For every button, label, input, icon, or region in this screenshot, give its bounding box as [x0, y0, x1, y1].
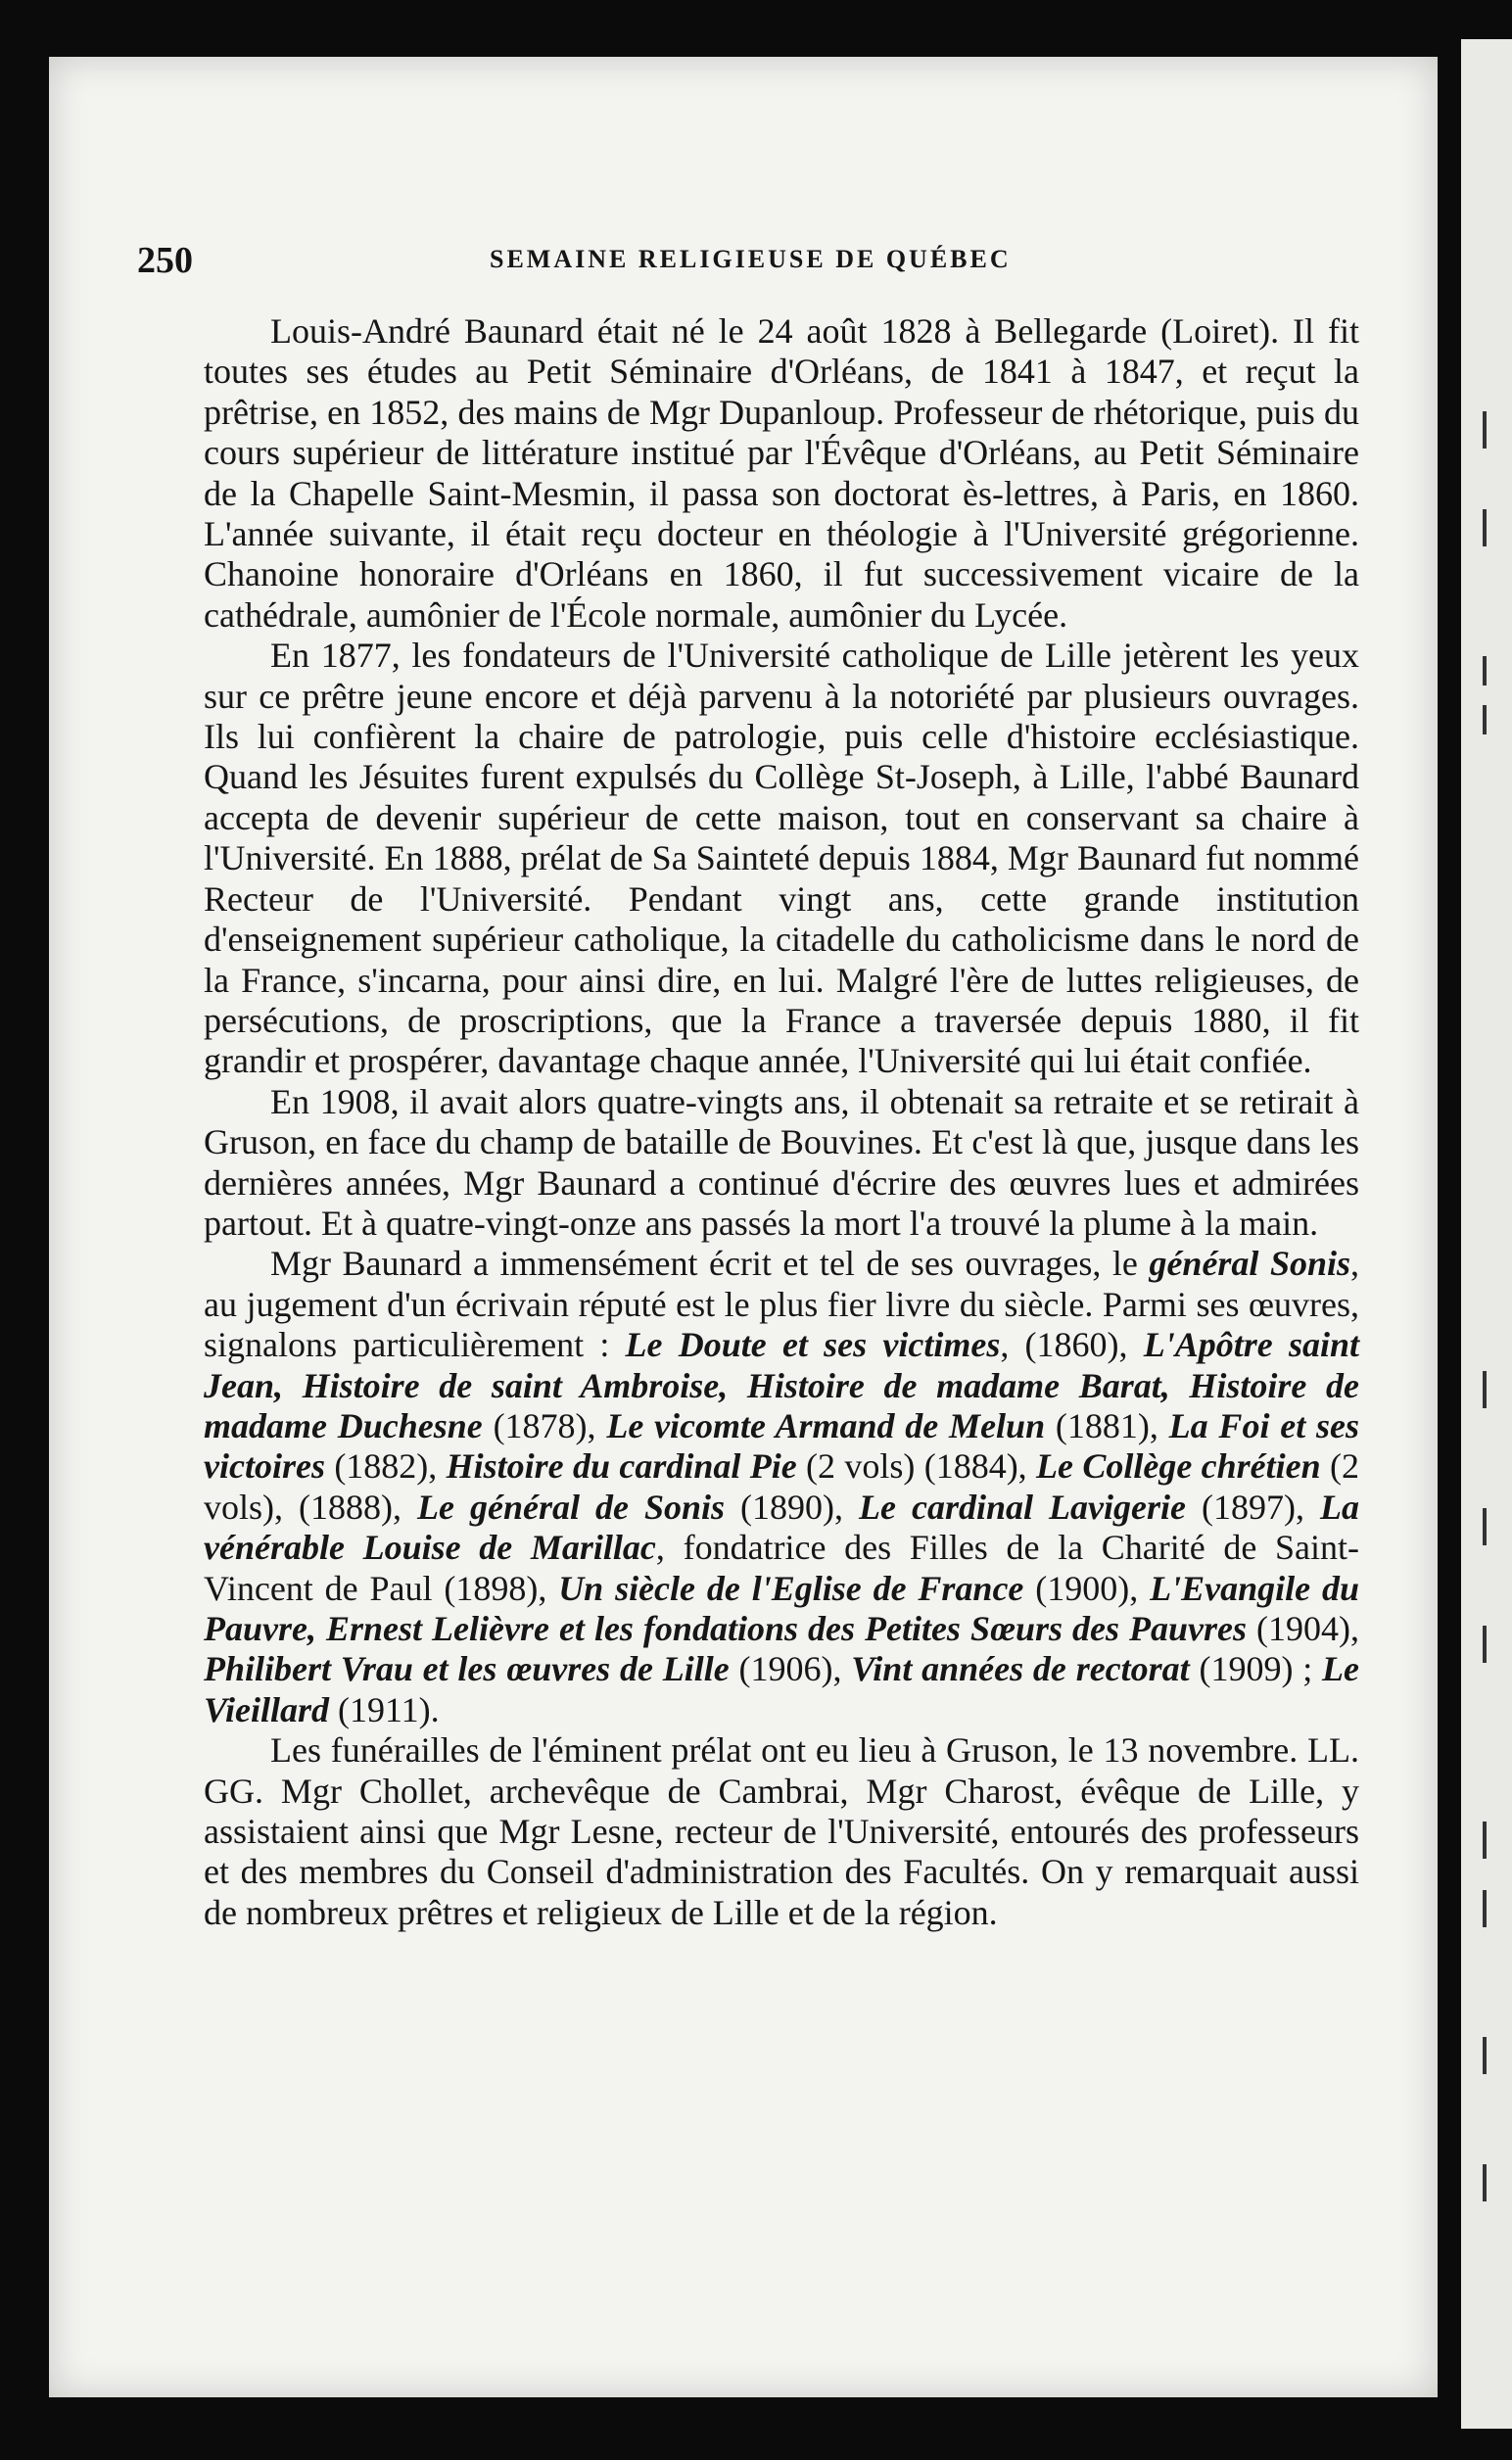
work-title: La vénérable Louise de Marillac	[204, 1487, 1359, 1568]
running-header	[137, 239, 1361, 288]
work-title: Le cardinal Lavigerie	[859, 1487, 1186, 1527]
works-text: , (1860),	[1000, 1325, 1144, 1365]
page-number: 250	[137, 240, 193, 281]
paragraph-retirement: En 1908, il avait alors quatre-vingts ans, il obtenait sa retraite et se retirait à Gruson, en face du champ de bataille de Bouvines. Et c'est là que, jusque dans les dernières années, Mgr Baunard a continué d'écrire des œuvres lues et admirées partout. Et à quatre-vingt-onze ans passés la mort l'a trouvé la plume à la main.	[204, 1081, 1359, 1243]
works-text: (1904),	[1247, 1609, 1359, 1648]
works-text: (1906),	[729, 1649, 852, 1689]
work-title: Le vicomte Armand de Melun	[606, 1405, 1046, 1445]
work-title: L'Evangile du Pauvre, Ernest Lelièvre et les fondations des Petites Sœurs des Pauvres	[204, 1568, 1359, 1648]
work-title: Le Collège chrétien	[1036, 1446, 1321, 1487]
work-title: Histoire du cardinal Pie	[446, 1446, 797, 1487]
work-title: Le général de Sonis	[417, 1487, 726, 1527]
works-text: , fondatrice des Filles de la Charité de Saint-Vincent de Paul (1898),	[204, 1528, 1360, 1608]
work-title: Philibert Vrau et les œuvres de Lille	[204, 1649, 730, 1689]
works-text: (2 vols), (1888),	[204, 1446, 1359, 1527]
paragraph-works	[204, 1244, 1359, 1730]
paragraph-lille-university: En 1877, les fondateurs de l'Université catholique de Lille jetèrent les yeux sur ce prêtre jeune encore et déjà parvenu à la notoriété par plusieurs ouvrages. Ils lui confièrent la chaire de patrologie, puis celle d'histoire ecclésiastique. Quand les Jésuites furent expulsés du Collège St-Joseph, à Lille, l'abbé Baunard accepta de devenir supérieur de cette maison, tout en conservant sa chaire à l'Université. En 1888, prélat de Sa Sainteté depuis 1884, Mgr Baunard fut nommé Recteur de l'Université. Pendant vingt ans, cette grande institution d'enseignement supérieur catholique, la citadelle du catholicisme dans le nord de la France, s'incarna, pour ainsi dire, en lui. Malgré l'ère de luttes religieuses, de persécutions, de proscriptions, que la France a traversée depuis 1880, il fit grandir et prospérer, davantage chaque année, l'Université qui lui était confiée.	[204, 636, 1359, 1081]
work-title: Le Doute et ses victimes	[625, 1325, 1001, 1365]
works-text: (1909) ;	[1189, 1649, 1323, 1689]
work-title: Le Vieillard	[204, 1649, 1359, 1729]
article-body	[204, 311, 1359, 1933]
works-text: (1878),	[482, 1405, 607, 1445]
work-title: général Sonis	[1149, 1244, 1351, 1284]
works-text: (2 vols) (1884),	[796, 1446, 1037, 1487]
works-text: Mgr Baunard a immensément écrit et tel de ses ouvrages, le	[270, 1244, 1150, 1284]
paragraph-funeral: Les funérailles de l'éminent prélat ont eu lieu à Gruson, le 13 novembre. LL. GG. Mgr Chollet, archevêque de Cambrai, Mgr Charost, évêque de Lille, y assistaient ainsi que Mgr Lesne, recteur de l'Université, entourés des professeurs et des membres du Conseil d'administration des Facultés. On y remarquait aussi de nombreux prêtres et religieux de Lille et de la région.	[204, 1730, 1359, 1932]
paragraph-biography: Louis-André Baunard était né le 24 août 1828 à Bellegarde (Loiret). Il fit toutes ses études au Petit Séminaire d'Orléans, de 1841 à 1847, et reçut la prêtrise, en 1852, des mains de Mgr Dupanloup. Professeur de rhétorique, puis du cours supérieur de littérature institué par l'Évêque d'Orléans, au Petit Séminaire de la Chapelle Saint-Mesmin, il passa son doctorat ès-lettres, à Paris, en 1860. L'année suivante, il était reçu docteur en théologie à l'Université grégorienne. Chanoine honoraire d'Orléans en 1860, il fut successivement vicaire de la cathédrale, aumônier de l'École normale, aumônier du Lycée.	[204, 311, 1359, 635]
work-title: L'Apôtre saint Jean, Histoire de saint Ambroise, Histoire de madame Barat, Histoire de madame Duchesne	[204, 1325, 1359, 1445]
work-title: Un siècle de l'Eglise de France	[558, 1568, 1024, 1608]
works-text: (1900),	[1023, 1568, 1151, 1608]
adjacent-page-edge	[1461, 39, 1512, 2429]
works-text: (1881),	[1045, 1405, 1169, 1445]
works-text: (1897),	[1185, 1487, 1320, 1527]
works-text: (1882),	[324, 1446, 447, 1487]
works-text: (1911).	[329, 1689, 440, 1729]
work-title: La Foi et ses victoires	[204, 1405, 1359, 1487]
journal-title: SEMAINE RELIGIEUSE DE QUÉBEC	[490, 245, 1012, 273]
work-title: Vint années de rectorat	[851, 1649, 1190, 1689]
works-text: (1890),	[725, 1487, 860, 1527]
works-text: , au jugement d'un écrivain réputé est le plus fier livre du siècle. Parmi ses œuvres, signalons particulièrement :	[204, 1244, 1360, 1365]
